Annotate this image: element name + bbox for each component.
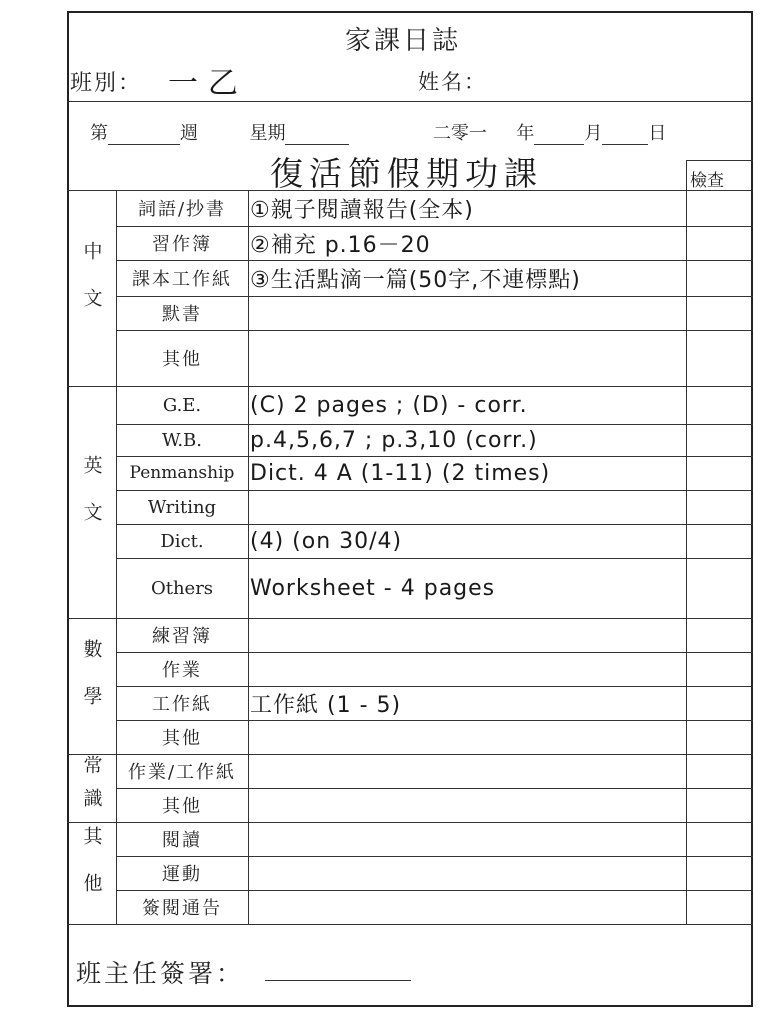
check-cell[interactable]	[686, 558, 753, 618]
check-cell[interactable]	[686, 788, 753, 822]
item-label: 簽閱通告	[142, 898, 222, 919]
weekday-label: 星期	[249, 123, 286, 144]
check-cell[interactable]	[686, 720, 753, 754]
check-cell[interactable]	[686, 296, 753, 330]
item-label: 練習簿	[152, 626, 212, 647]
item-label: G.E.	[162, 394, 202, 416]
item-label: 運動	[162, 864, 202, 885]
section-divider	[67, 924, 753, 925]
check-cell[interactable]	[686, 260, 753, 296]
week-blank[interactable]	[108, 126, 180, 145]
name-label: 姓名：	[418, 70, 487, 94]
check-cell[interactable]	[686, 652, 753, 686]
week-suffix: 週	[180, 123, 198, 144]
homework-entry[interactable]: Worksheet - 4 pages	[250, 575, 496, 601]
check-cell[interactable]	[686, 754, 753, 788]
item-label: W.B.	[161, 429, 203, 451]
signature-line[interactable]	[265, 980, 411, 981]
subject-label: 數學	[80, 639, 103, 733]
homework-entry[interactable]: 工作紙 (1 - 5)	[250, 692, 402, 718]
check-column-header: 檢查	[690, 171, 724, 191]
item-label: 其他	[162, 796, 202, 817]
item-column-line	[248, 190, 249, 924]
check-cell[interactable]	[686, 190, 753, 226]
check-cell[interactable]	[686, 890, 753, 924]
check-cell[interactable]	[686, 456, 753, 490]
item-label: 工作紙	[152, 694, 212, 715]
item-label: Others	[150, 577, 214, 599]
weekday-blank[interactable]	[285, 126, 349, 145]
check-cell[interactable]	[686, 386, 753, 424]
item-label: 作業	[162, 660, 202, 681]
check-cell[interactable]	[686, 330, 753, 386]
year-label: 二零一	[432, 123, 487, 144]
item-label: 閱讀	[162, 830, 202, 851]
item-label: 習作簿	[152, 234, 212, 255]
homework-entry[interactable]: Dict. 4 A (1-11) (2 times)	[250, 460, 551, 486]
check-header-top-line	[686, 160, 753, 161]
day-suffix: 日	[648, 123, 667, 144]
homework-entry[interactable]: (C) 2 pages ; (D) - corr.	[250, 392, 528, 418]
item-label: 其他	[162, 349, 202, 370]
homework-entry[interactable]: ②補充 p.16－20	[250, 232, 431, 258]
month-blank[interactable]	[534, 126, 584, 145]
class-label: 班別：	[70, 71, 143, 96]
class-value[interactable]: 一乙	[168, 66, 248, 101]
check-cell[interactable]	[686, 686, 753, 720]
day-blank[interactable]	[602, 126, 648, 145]
item-label: Writing	[147, 496, 217, 518]
item-label: 詞語/抄書	[137, 199, 227, 220]
homework-entry[interactable]: (4) (on 30/4)	[250, 528, 403, 554]
homework-entry[interactable]: p.4,5,6,7 ; p.3,10 (corr.)	[250, 427, 538, 453]
holiday-banner: 復活節假期功課	[270, 154, 543, 193]
homework-entry[interactable]: ③生活點滴一篇(50字,不連標點)	[250, 267, 581, 293]
homework-entry[interactable]: ①親子閱讀報告(全本)	[250, 197, 474, 223]
check-cell[interactable]	[686, 490, 753, 524]
item-label: 課本工作紙	[132, 269, 232, 290]
check-cell[interactable]	[686, 822, 753, 856]
subject-label: 常識	[80, 755, 103, 821]
check-cell[interactable]	[686, 226, 753, 260]
week-prefix: 第	[90, 123, 108, 144]
sheet-title: 家課日誌	[345, 26, 462, 56]
item-label: 默書	[162, 304, 202, 325]
subject-label: 中文	[80, 241, 103, 335]
subject-label: 其他	[80, 826, 103, 920]
check-header-left-line	[686, 160, 687, 190]
check-cell[interactable]	[686, 618, 753, 652]
check-cell[interactable]	[686, 524, 753, 558]
check-cell[interactable]	[686, 856, 753, 890]
item-label: 其他	[162, 728, 202, 749]
item-label: 作業/工作紙	[127, 762, 237, 783]
item-label: Penmanship	[129, 463, 235, 483]
item-label: Dict.	[160, 530, 204, 552]
signature-label: 班主任簽署：	[76, 959, 245, 988]
subject-label: 英文	[80, 455, 103, 549]
date-line	[90, 119, 666, 145]
month-suffix: 月	[584, 123, 603, 144]
header-divider	[67, 101, 753, 102]
year-suffix: 年	[516, 123, 535, 144]
check-cell[interactable]	[686, 424, 753, 456]
